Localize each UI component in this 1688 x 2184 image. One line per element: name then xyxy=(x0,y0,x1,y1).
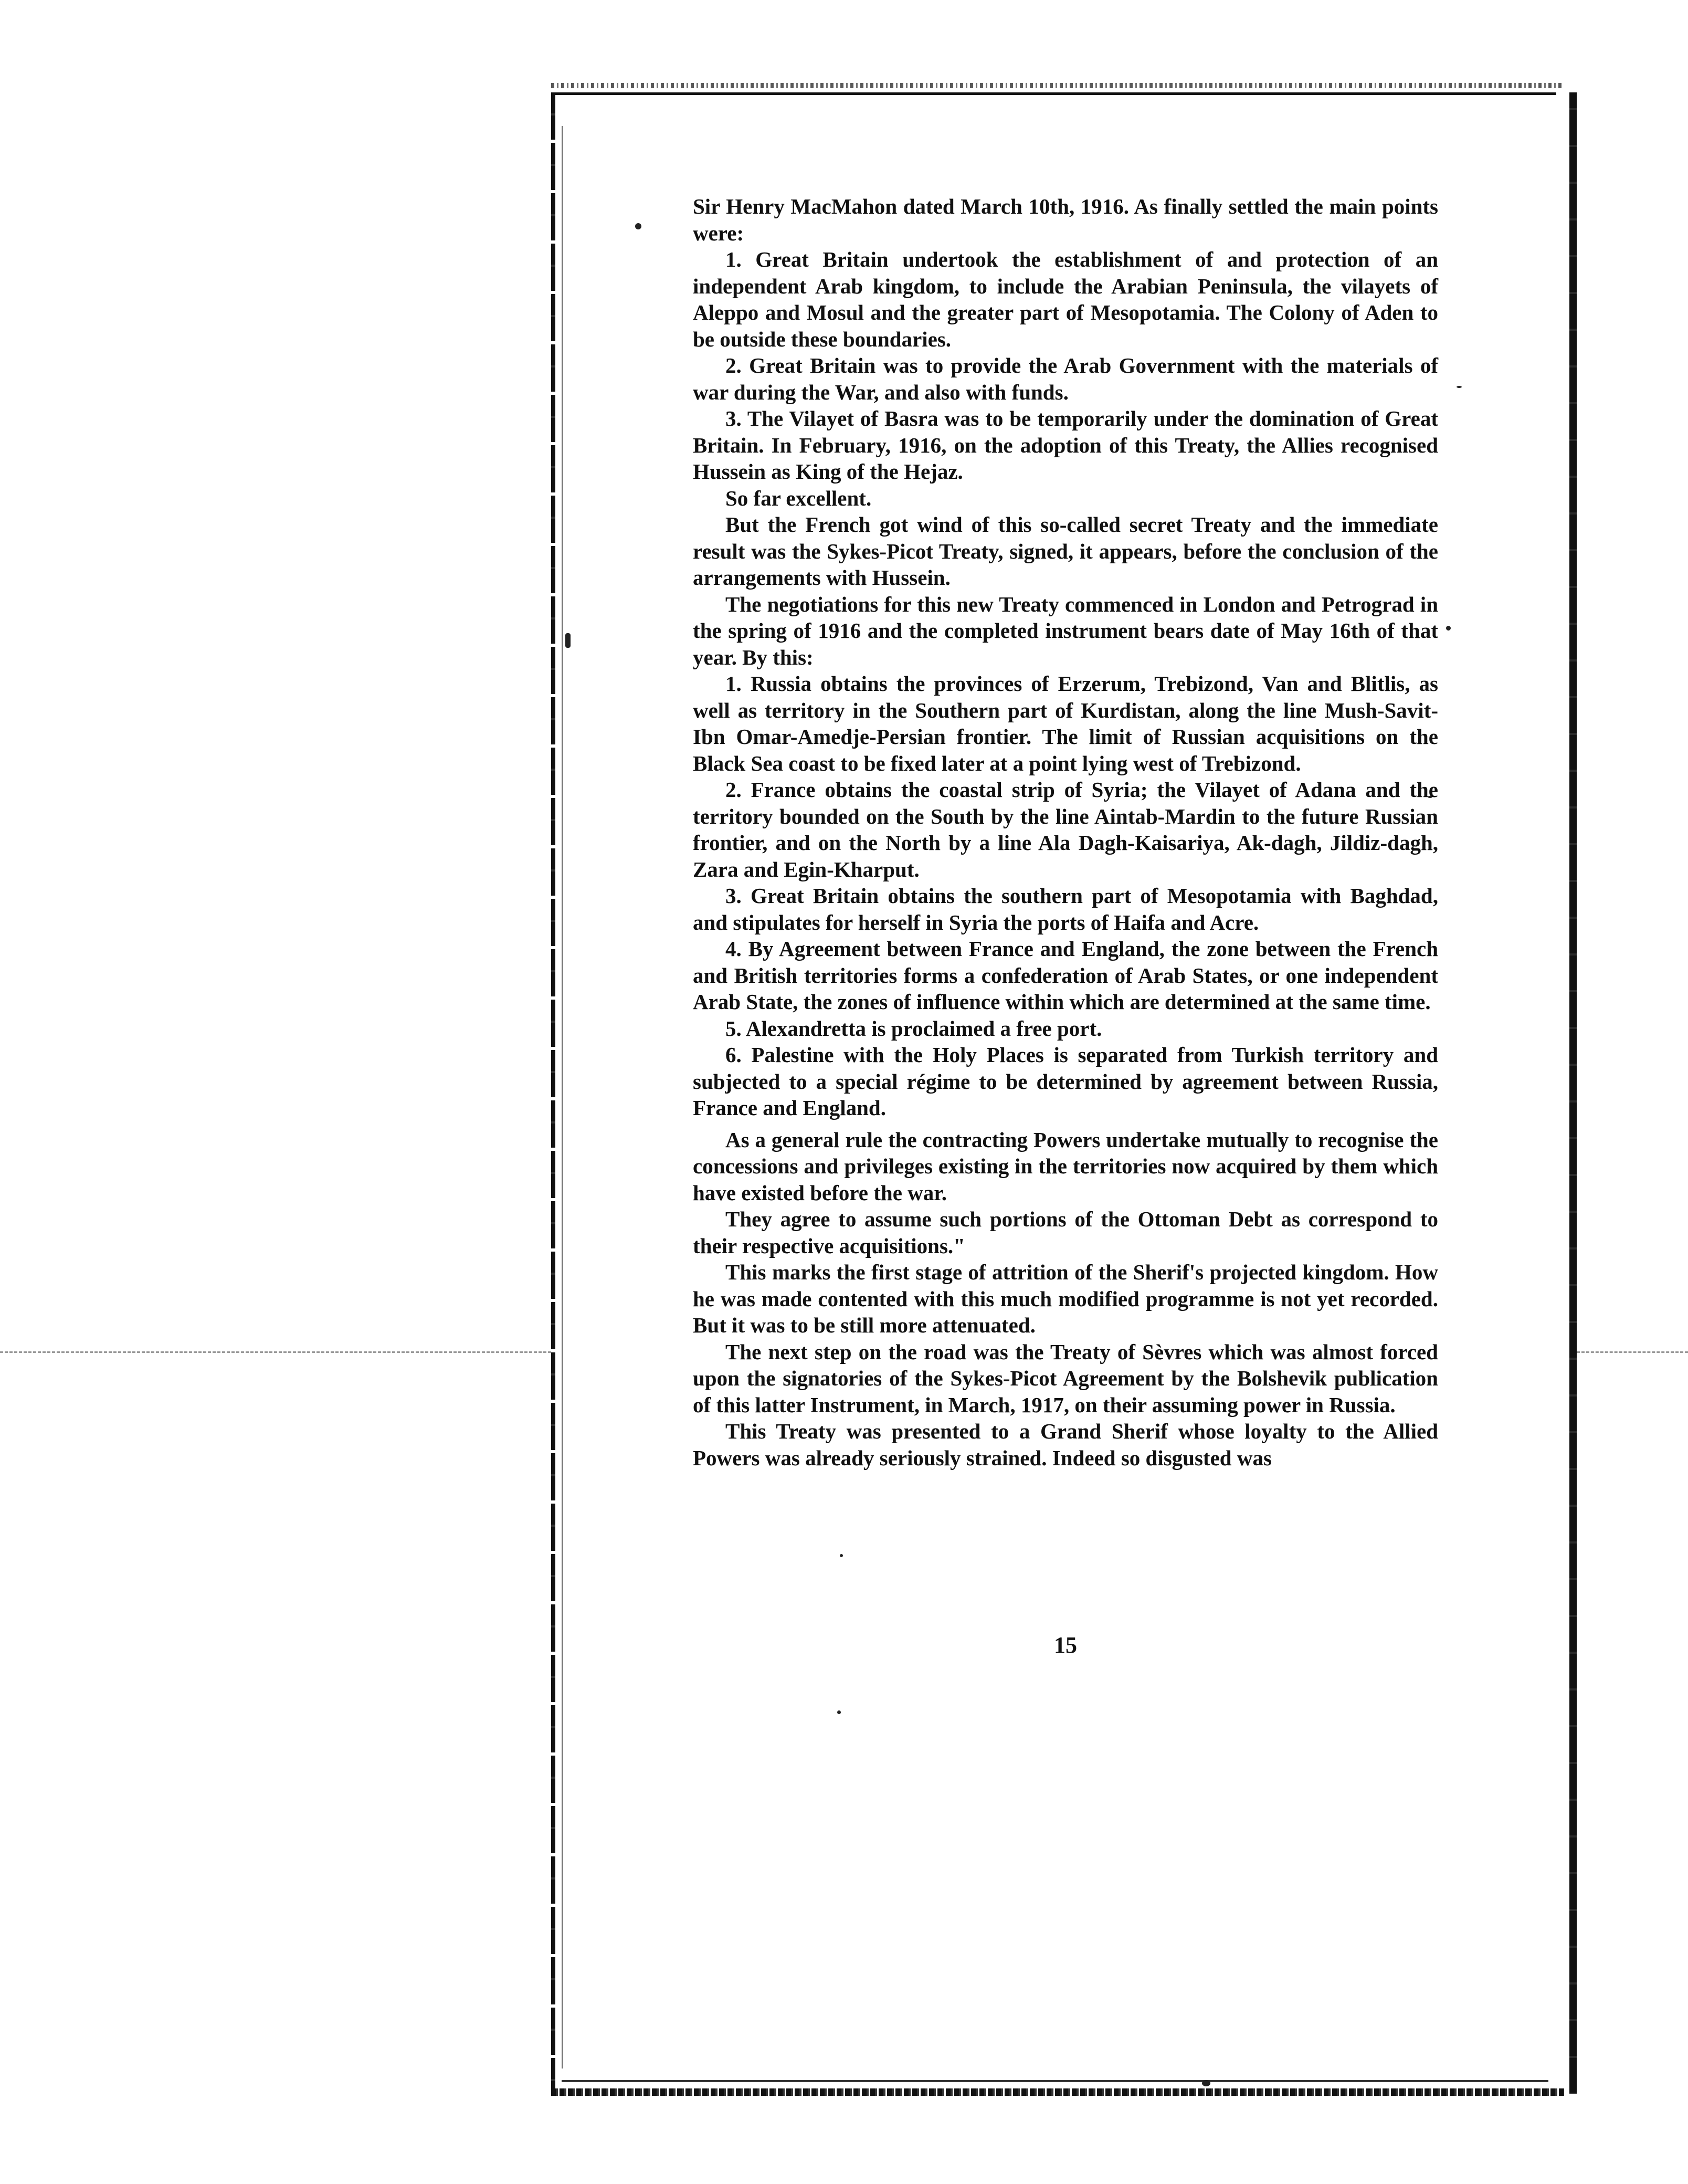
scan-frame-bottom xyxy=(551,2088,1564,2096)
scan-speck xyxy=(1202,2080,1210,2086)
fold-line-right xyxy=(1577,1351,1688,1353)
paragraph: 2. France obtains the coastal strip of Syria; the Vilayet of Adana and the territory bounded on the South by the line Aintab-Mardin to the future Russian frontier, and on the North by a line Ala Dagh-Kaisariya, Ak-dagh, Jildiz-dagh, Zara and Egin-Kharput. xyxy=(693,778,1438,881)
scan-frame-bottom-rule xyxy=(562,2080,1548,2082)
paragraph: This Treaty was presented to a Grand Sherif whose loyalty to the Allied Powers was already seriously strained. Indeed so disgusted was xyxy=(693,1419,1438,1470)
paragraph: 6. Palestine with the Holy Places is separated from Turkish territory and subjected to a special régime to be determined by agreement between Russia, France and England. xyxy=(693,1043,1438,1120)
scan-speck xyxy=(565,633,571,648)
paragraph: As a general rule the contracting Powers undertake mutually to recognise the concessions and privileges existing in the territories now acquired by them which have existed before the war. xyxy=(693,1127,1438,1205)
scan-speck xyxy=(635,223,641,229)
scan-frame-top xyxy=(551,83,1564,88)
paragraph: 1. Great Britain undertook the establishment of and protection of an independent Arab kingdom, to include the Arabian Peninsula, the vilayets of Aleppo and Mosul and the greater part of Mesopotamia. The Colony of Aden to be outside these boundaries. xyxy=(693,247,1438,351)
paragraph: 3. Great Britain obtains the southern part of Mesopotamia with Baghdad, and stipulates for herself in Syria the ports of Haifa and Acre. xyxy=(693,884,1438,934)
scan-frame-left-rule xyxy=(562,126,563,2068)
paragraph: The next step on the road was the Treaty of Sèvres which was almost forced upon the signatories of the Sykes-Picot Agreement by the Bolshevik publication of this latter Instrument, in March, 1917, on their assuming power in Russia. xyxy=(693,1339,1438,1417)
paragraph: Sir Henry MacMahon dated March 10th, 1916. As finally settled the main points were: xyxy=(693,194,1438,245)
page-body-text xyxy=(693,193,1438,1471)
scan-frame-left xyxy=(551,92,555,2094)
scan-speck xyxy=(1457,386,1462,388)
scan-speck xyxy=(837,1710,841,1714)
scan-frame-top-rule xyxy=(554,92,1556,95)
paragraph: This marks the first stage of attrition of the Sherif's projected kingdom. How he was made contented with this much modified programme is not yet recorded. But it was to be still more attenuated. xyxy=(693,1260,1438,1337)
paragraph: 3. The Vilayet of Basra was to be temporarily under the domination of Great Britain. In February, 1916, on the adoption of this Treaty, the Allies recognised Hussein as King of the Hejaz. xyxy=(693,406,1438,484)
paragraph: 1. Russia obtains the provinces of Erzerum, Trebizond, Van and Blitlis, as well as territory in the Southern part of Kurdistan, along the line Mush-Savit-Ibn Omar-Amedje-Persian frontier. The limit of Russian acquisitions on the Black Sea coast to be fixed later at a point lying west of Trebizond. xyxy=(693,671,1438,775)
paragraph: 2. Great Britain was to provide the Arab Government with the materials of war during the War, and also with funds. xyxy=(693,353,1438,404)
paragraph: But the French got wind of this so-called secret Treaty and the immediate result was the Sykes-Picot Treaty, signed, it appears, before the conclusion of the arrangements with Hussein. xyxy=(693,512,1438,590)
paragraph: 5. Alexandretta is proclaimed a free port. xyxy=(725,1016,1102,1041)
page-number: 15 xyxy=(1054,1632,1077,1658)
paragraph: They agree to assume such portions of the Ottoman Debt as correspond to their respective acquisitions." xyxy=(693,1207,1438,1258)
paragraph: The negotiations for this new Treaty commenced in London and Petrograd in the spring of 1916 and the completed instrument bears date of May 16th of that year. By this: xyxy=(693,592,1438,669)
scan-speck xyxy=(840,1554,843,1557)
fold-line-left xyxy=(0,1351,551,1353)
paragraph: 4. By Agreement between France and England, the zone between the French and British territories forms a confederation of Arab States, or one independent Arab State, the zones of influence within which are determined at the same time. xyxy=(693,937,1438,1014)
scan-frame-right xyxy=(1569,92,1577,2094)
scan-speck xyxy=(1446,626,1451,631)
paragraph: So far excellent. xyxy=(725,486,872,510)
